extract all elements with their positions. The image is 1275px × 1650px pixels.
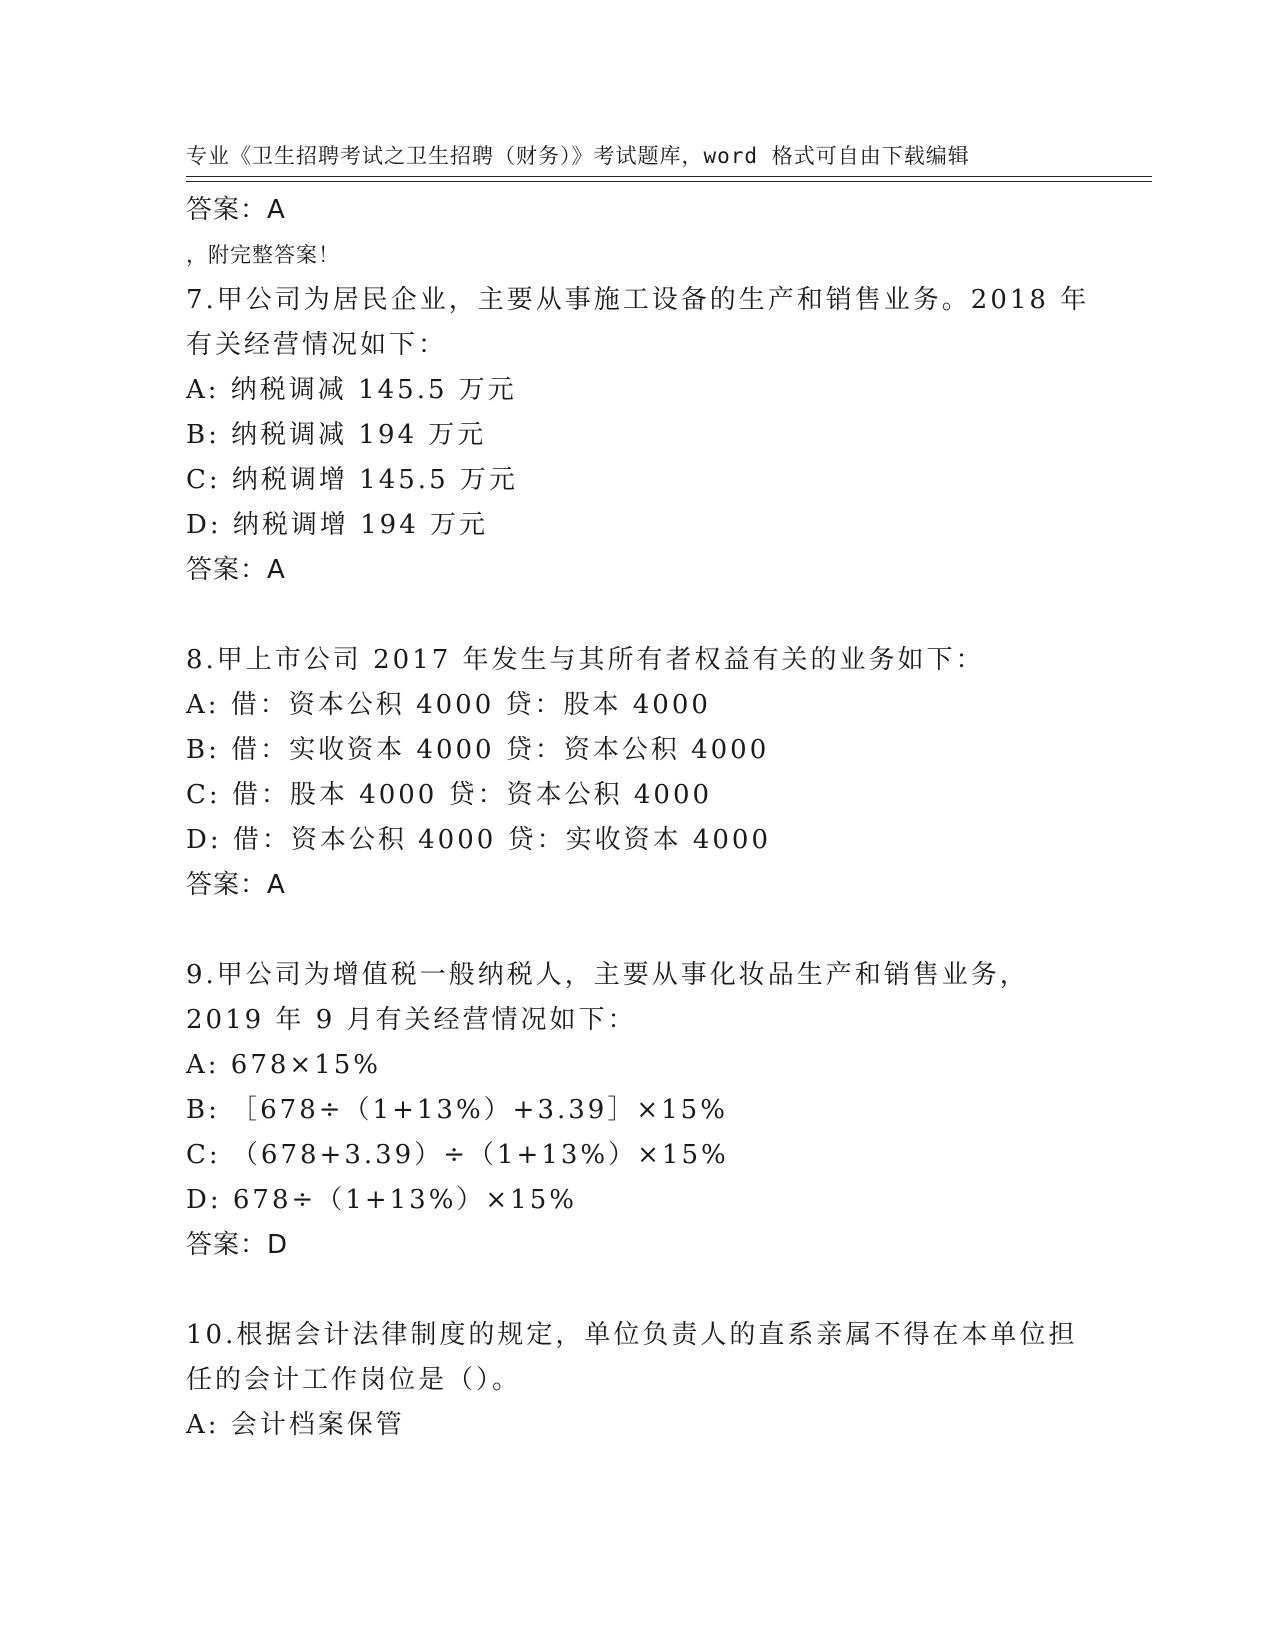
- header-line-2: ，附完整答案！: [186, 243, 340, 267]
- question-line: C: 借：股本 4000 贷：资本公积 4000: [186, 780, 713, 810]
- question-line: B: 借：实收资本 4000 贷：资本公积 4000: [186, 735, 770, 765]
- question-list: [186, 188, 1116, 1448]
- question-line: A: 会计档案保管: [186, 1410, 405, 1440]
- question-line: A: 借：资本公积 4000 贷：股本 4000: [186, 690, 711, 720]
- question-line: D: 678÷（1+13%）×15%: [186, 1185, 577, 1215]
- question-line: 2019 年 9 月有关经营情况如下：: [186, 1005, 637, 1035]
- spacer: [186, 233, 1116, 278]
- question-line: 9.甲公司为增值税一般纳税人，主要从事化妆品生产和销售业务，: [186, 960, 1029, 990]
- question-line: B: 纳税调减 194 万元: [186, 420, 487, 450]
- header-divider-bottom: [186, 181, 1152, 182]
- question-line: 8.甲上市公司 2017 年发生与其所有者权益有关的业务如下：: [186, 645, 985, 675]
- question-line: C: 纳税调增 145.5 万元: [186, 465, 518, 495]
- question-line: 有关经营情况如下：: [186, 330, 448, 360]
- question-line: 10.根据会计法律制度的规定，单位负责人的直系亲属不得在本单位担: [186, 1320, 1078, 1350]
- header-divider-top: [186, 176, 1152, 177]
- question-line: A: 678×15%: [186, 1050, 382, 1080]
- question-line: B: ［678÷（1+13%）+3.39］×15%: [186, 1095, 728, 1125]
- answer-line: 答案：A: [186, 195, 286, 225]
- question-line: D: 纳税调增 194 万元: [186, 510, 489, 540]
- spacer: [186, 1268, 1116, 1313]
- question-line: 7.甲公司为居民企业，主要从事施工设备的生产和销售业务。2018 年: [186, 285, 1090, 315]
- answer-line: 答案：A: [186, 555, 286, 585]
- spacer: [186, 593, 1116, 638]
- question-line: C: （678+3.39）÷（1+13%）×15%: [186, 1140, 729, 1170]
- question-line: D: 借：资本公积 4000 贷：实收资本 4000: [186, 825, 772, 855]
- spacer: [186, 908, 1116, 953]
- header-line-1: 专业《卫生招聘考试之卫生招聘（财务）》考试题库，word 格式可自由下载编辑: [186, 144, 970, 168]
- answer-line: 答案：A: [186, 870, 286, 900]
- question-line: 任的会计工作岗位是（）。: [186, 1365, 522, 1395]
- question-line: A: 纳税调减 145.5 万元: [186, 375, 517, 405]
- answer-line: 答案：D: [186, 1230, 289, 1260]
